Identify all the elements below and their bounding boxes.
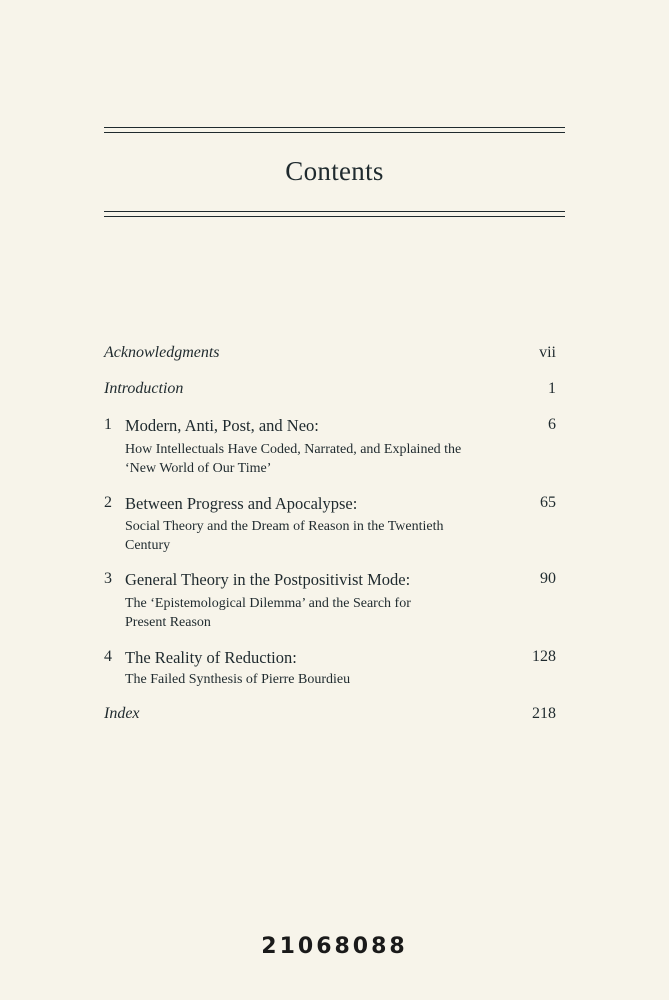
chapter-subtitle: How Intellectuals Have Coded, Narrated, and Explained the ‘New World of Our Time’: [125, 442, 462, 476]
toc-chapter-4[interactable]: [104, 648, 556, 690]
chapter-page: 90: [540, 570, 556, 587]
chapter-number: 3: [104, 570, 112, 587]
chapter-number: 1: [104, 416, 112, 433]
toc-chapter-1[interactable]: [104, 416, 556, 476]
bottom-rule-outer: [104, 211, 565, 212]
toc-chapter-2[interactable]: [104, 494, 556, 554]
toc-entry-acknowledgments[interactable]: [104, 344, 556, 364]
bottom-rule-inner: [104, 216, 565, 217]
top-rule-inner: [104, 132, 565, 133]
toc-entry-introduction[interactable]: [104, 380, 556, 400]
chapter-title: Between Progress and Apocalypse:: [125, 494, 358, 513]
entry-page: 218: [532, 705, 556, 722]
toc-chapter-3[interactable]: [104, 570, 556, 630]
chapter-title: The Reality of Reduction:: [125, 648, 297, 667]
chapter-page: 6: [548, 416, 556, 433]
chapter-number: 4: [104, 648, 112, 665]
chapter-page: 128: [532, 648, 556, 665]
stamp-number-text: 21068088: [261, 934, 408, 956]
entry-page: vii: [539, 344, 556, 361]
entry-label: Acknowledgments: [104, 344, 220, 361]
chapter-subtitle: Social Theory and the Dream of Reason in the Twentieth Century: [125, 519, 444, 553]
toc-entry-index[interactable]: [104, 705, 556, 725]
page-title: Contents: [285, 156, 384, 186]
chapter-title: Modern, Anti, Post, and Neo:: [125, 416, 319, 435]
entry-page: 1: [548, 380, 556, 397]
chapter-subtitle: The Failed Synthesis of Pierre Bourdieu: [125, 672, 351, 687]
entry-label: Index: [104, 705, 140, 722]
entry-label: Introduction: [104, 380, 184, 397]
chapter-page: 65: [540, 494, 556, 511]
chapter-number: 2: [104, 494, 112, 511]
chapter-title: General Theory in the Postpositivist Mode:: [125, 570, 411, 589]
chapter-subtitle: The ‘Epistemological Dilemma’ and the Search for Present Reason: [125, 596, 411, 630]
library-stamp-number: [0, 934, 669, 956]
top-rule-outer: [104, 127, 565, 128]
